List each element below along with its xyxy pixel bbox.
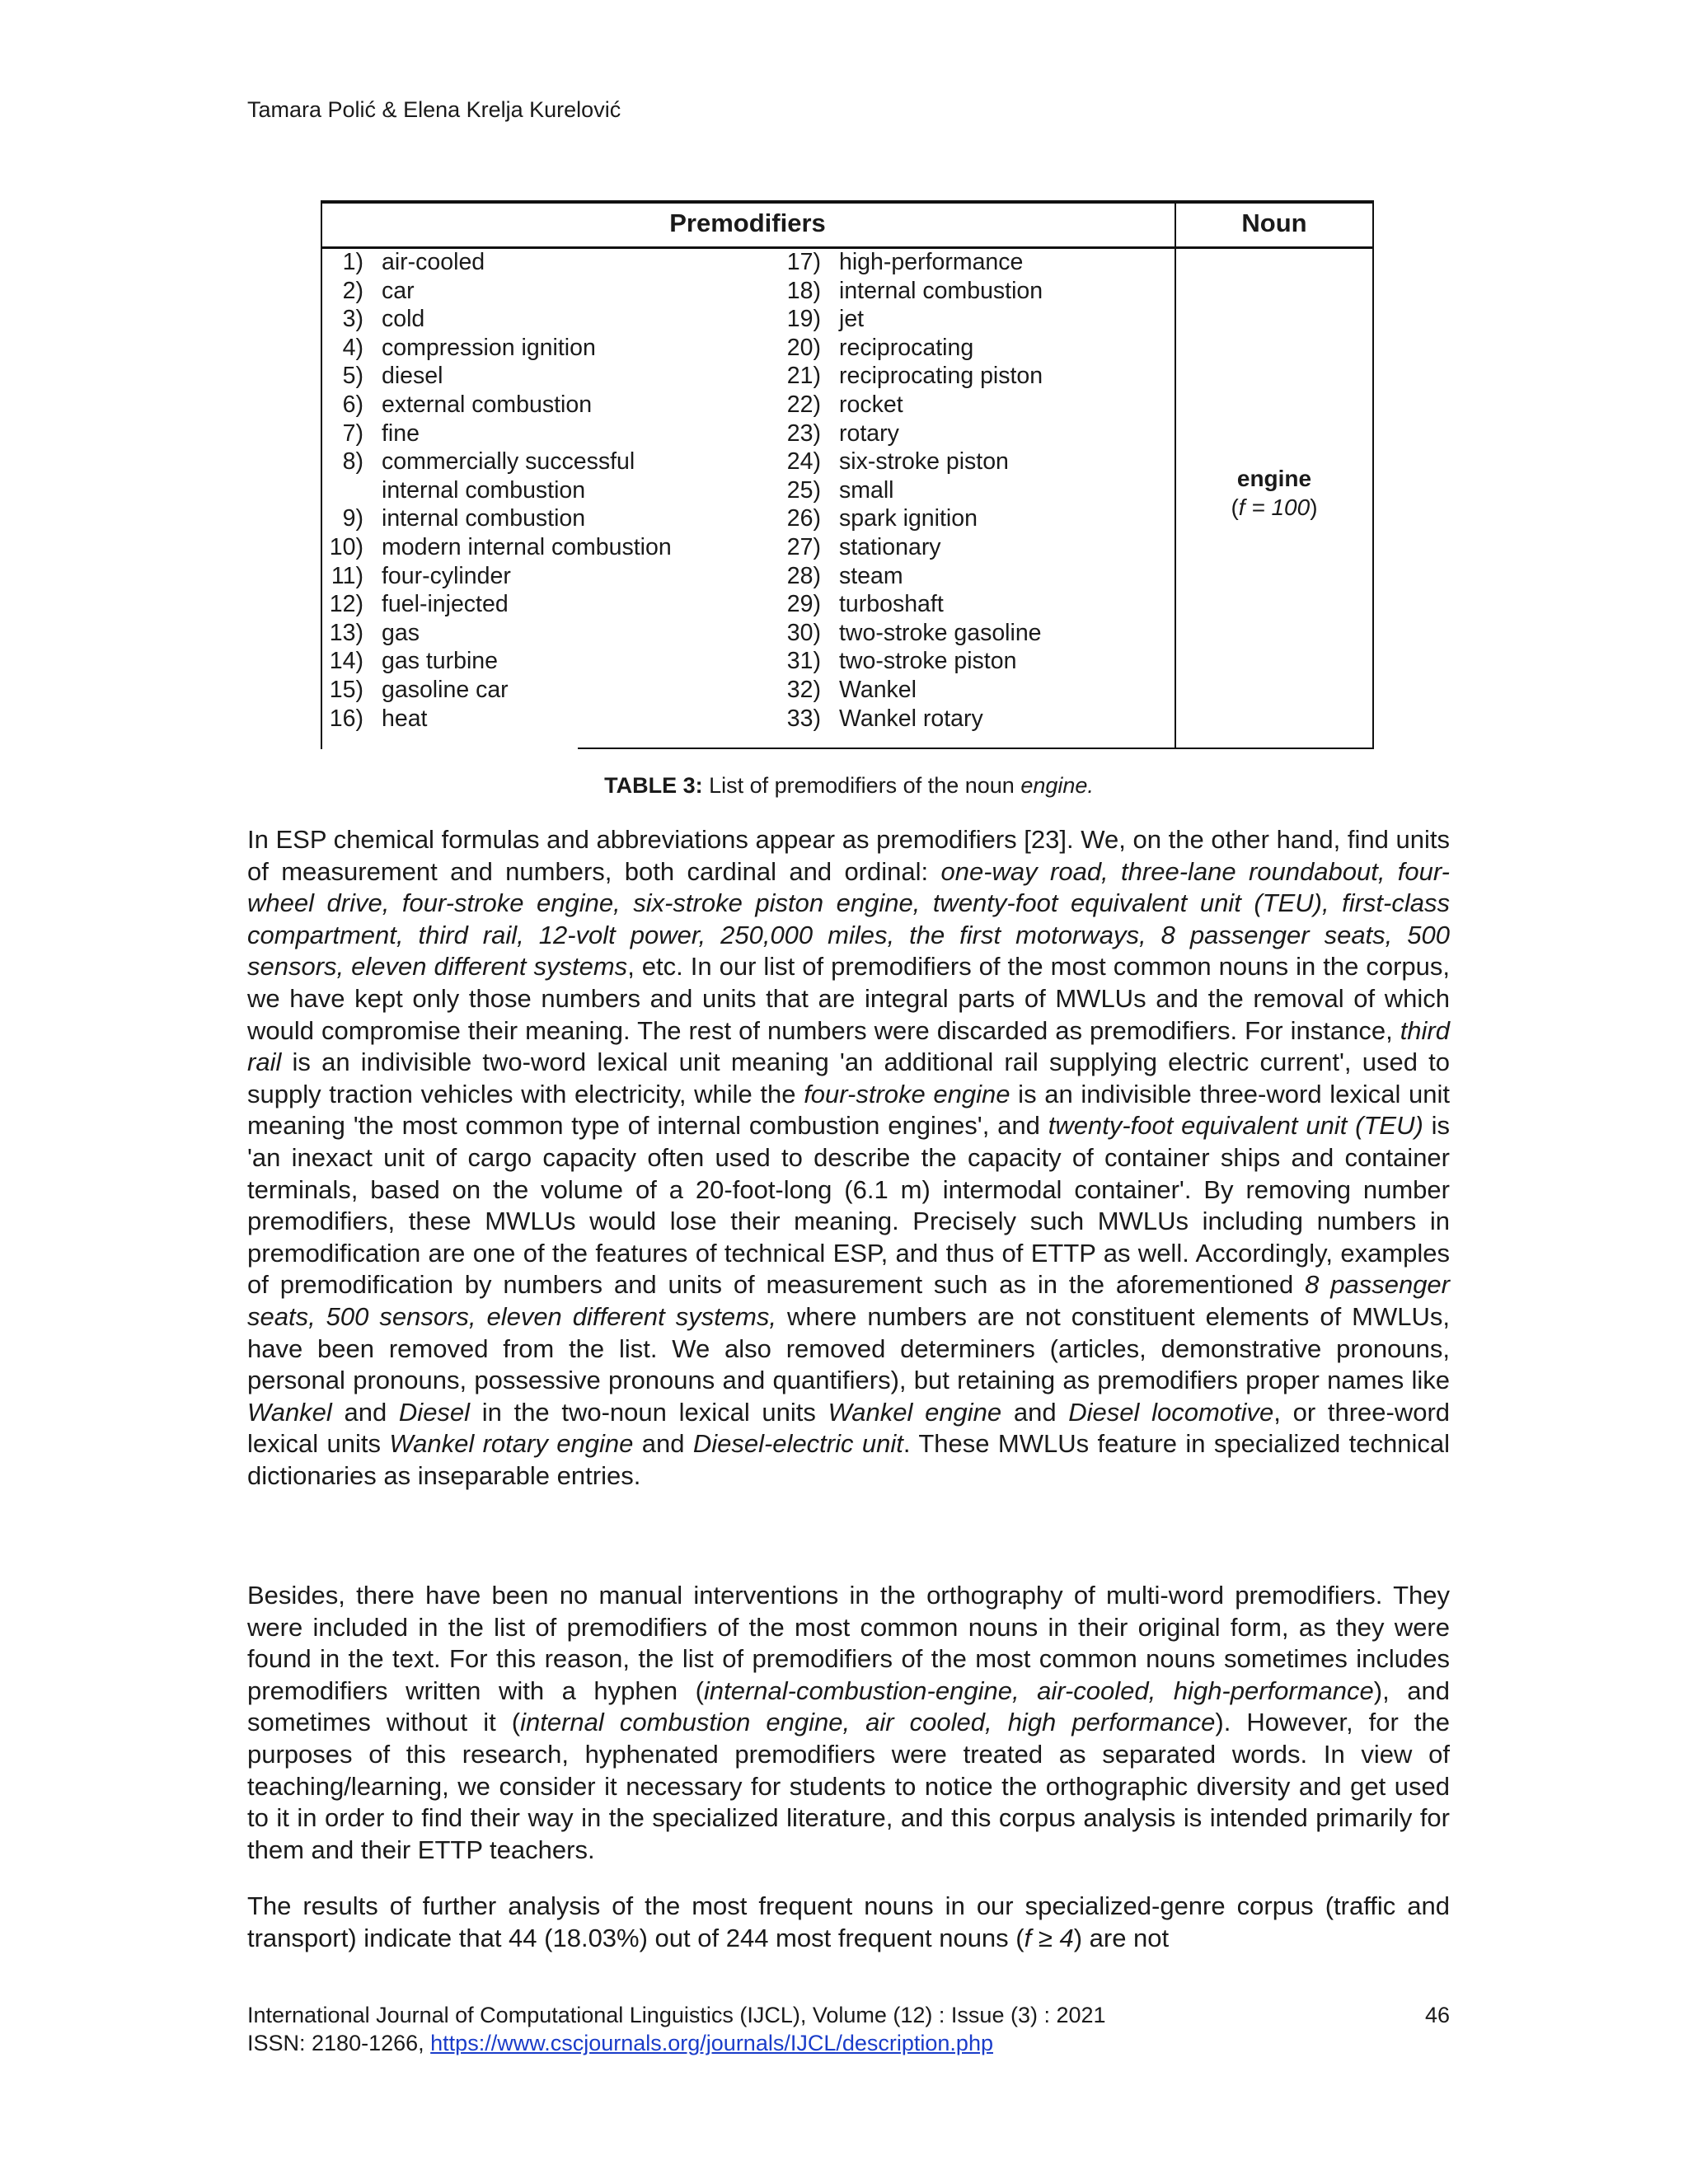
italic-run: internal combustion engine, air cooled, high performance [520,1708,1216,1737]
item-number: 13) [329,619,363,646]
item-number: 29) [786,591,821,618]
premodifier-item [321,705,749,733]
premodifier-item [321,248,749,277]
item-text: Wankel [839,676,917,703]
caption-noun: engine. [1020,773,1094,798]
item-number: 22) [786,391,821,418]
premodifier-item [778,448,1174,476]
item-text: reciprocating [839,334,974,361]
item-number: 21) [786,363,821,390]
italic-run: Wankel rotary engine [389,1429,634,1459]
italic-run: Wankel [247,1397,332,1427]
item-text: stationary [839,533,941,560]
premodifier-item [321,362,749,391]
item-text: two-stroke gasoline [839,619,1042,646]
premodifier-item [778,334,1174,363]
text-run: , or three-word lexical units [247,1397,1451,1459]
premodifier-item [778,619,1174,648]
item-text: Wankel rotary [839,705,983,732]
italic-run: twenty-foot equivalent unit (TEU) [1048,1111,1423,1141]
text-run: in the two-noun lexical units [470,1397,828,1427]
text-run: The results of further analysis of the most frequent nouns in our specialized-genre corpus (traffic and transport) indicate that 44 (18.03%) out of 244 most frequent nouns ( [247,1891,1450,1952]
premodifier-item [778,533,1174,562]
premodifier-item [321,391,749,419]
item-number: 6) [342,391,363,418]
premodifier-item [778,391,1174,419]
table-caption [247,773,1451,799]
item-text: diesel [382,363,443,390]
paragraph-3 [247,1891,1450,1954]
premodifier-item [778,676,1174,705]
premodifier-item [778,277,1174,306]
footer-issn: ISSN: 2180-1266, [247,2031,431,2055]
paragraph-1 [247,824,1450,1492]
item-number: 8) [342,448,363,476]
item-number: 28) [786,562,821,589]
text-run: where numbers are not constituent elements of MWLUs, have been removed from the list. We also removed determiners (articles, demonstrative pronouns, personal pronouns, possessive pronouns and quantifiers), but retaining as premodifiers proper names like [247,1301,1450,1395]
premodifiers-table [321,200,1374,751]
premodifier-item [321,419,749,448]
item-number: 12) [329,591,363,618]
italic-run: Diesel [398,1397,471,1427]
item-number: 11) [331,562,363,589]
item-text: six-stroke piston [839,448,1009,476]
item-text: fuel-injected [382,591,509,618]
text-run: is 'an inexact unit of cargo capacity often used to describe the capacity of container ships and container terminals, based on the volume of a 20-foot-long (6.1 m) intermodal container'. By removing number premodifiers, these MWLUs would lose their meaning. Precisely such MWLUs including numbers in premodification are one of the features of technical ESP, and thus of ETTP as well. Accordingly, examples of premodification by numbers and units of measurement such as in the aforementioned [247,1111,1450,1300]
item-number: 7) [342,419,363,447]
item-number: 27) [786,533,821,560]
italic-run: Diesel-electric unit [692,1429,903,1459]
item-text: rocket [839,391,903,418]
item-number: 1) [342,249,363,275]
item-number: 9) [342,505,363,532]
item-text: internal combustion [839,277,1043,304]
item-text: jet [839,306,865,333]
item-number: 20) [786,334,821,361]
italic-run: one-way road, three-lane roundabout, four-wheel drive, four-stroke engine, six-stroke piston engine, twenty-foot equivalent unit (TEU), first-class compartment, third rail, 12-volt power, 250,000 miles, the first motorways, 8 passenger seats, 500 sensors, eleven different systems [247,856,1450,982]
premodifier-item [321,504,749,533]
text-run: ). However, for the purposes of this research, hyphenated premodifiers were treated as separated words. In view of teaching/learning, we consider it necessary for students to notice the orthographic diversity and get used to it in order to find their way in the specialized literature, and this corpus analysis is intended primarily for them and their ETTP teachers. [247,1708,1450,1864]
item-number: 17) [786,249,821,275]
premodifier-list-right [778,248,1174,733]
premodifier-item [321,590,749,619]
item-number: 24) [786,448,821,476]
text-run: and [1001,1397,1069,1427]
premodifier-item [321,676,749,705]
footer-issn-line [247,2029,1450,2057]
item-text: air-cooled [382,249,485,275]
premodifier-list-left [321,248,749,733]
premodifier-item [321,533,749,562]
item-number: 25) [786,476,821,504]
noun-cell [1176,464,1372,522]
italic-run: f ≥ 4 [1024,1923,1074,1952]
text-run: ) are not [1073,1923,1170,1952]
italic-run: Wankel engine [828,1397,1002,1427]
text-run: , etc. In our list of premodifiers of the most common nouns in the corpus, we have kept only those numbers and units that are integral parts of MWLUs and the removal of which would compromise their meaning. The rest of numbers were discarded as premodifiers. For instance, [247,952,1450,1045]
journal-link[interactable]: https://www.cscjournals.org/journals/IJCL/description.php [430,2031,993,2055]
item-text: high-performance [839,249,1024,275]
item-number: 23) [786,419,821,447]
item-number: 33) [786,705,821,732]
item-number: 32) [786,676,821,703]
item-number: 19) [786,306,821,333]
premodifier-item [778,476,1174,505]
item-number: 3) [342,306,363,333]
item-text: four-cylinder [382,562,511,589]
item-number: 31) [786,648,821,675]
header-premodifiers: Premodifiers [669,209,826,237]
premodifier-item [778,419,1174,448]
premodifier-item [778,362,1174,391]
item-text: car [382,277,415,304]
italic-run: four-stroke engine [804,1079,1010,1108]
item-number: 15) [329,676,363,703]
caption-text: List of premodifiers of the noun [702,773,1021,798]
italic-run: Diesel locomotive [1068,1397,1274,1427]
item-number: 16) [329,705,363,732]
premodifier-item [778,705,1174,733]
text-run: ), and sometimes without it ( [247,1675,1450,1737]
text-run: . These MWLUs feature in specialized technical dictionaries as inseparable entries. [247,1429,1450,1490]
item-number: 18) [786,277,821,304]
header-noun: Noun [1241,209,1307,237]
item-text: gasoline car [382,676,509,703]
text-run: and [633,1429,693,1459]
premodifier-item [778,504,1174,533]
item-number: 10) [329,533,363,560]
premodifier-item [321,619,749,648]
item-text: rotary [839,419,899,447]
item-text: gas turbine [382,648,499,675]
item-text: two-stroke piston [839,648,1017,675]
premodifier-item [321,476,749,505]
premodifier-item [778,305,1174,334]
item-number: 14) [329,648,363,675]
page-footer [247,2001,1450,2057]
premodifier-item [778,590,1174,619]
noun-word: engine [1236,466,1312,491]
item-text: gas [382,619,420,646]
table-bottom-rule [578,748,1374,749]
premodifier-item [321,334,749,363]
text-run: Besides, there have been no manual interventions in the orthography of multi-word premodifiers. They were included in the list of premodifiers of the most common nouns in their original form, as they were found in the text. For this reason, the list of premodifiers of the most common nouns sometimes includes premodifiers written with a hyphen ( [247,1581,1450,1705]
item-text: fine [382,419,420,447]
caption-label: TABLE 3: [604,773,703,798]
text-run: is an indivisible three-word lexical unit meaning 'the most common type of internal combustion engines', and [247,1079,1450,1141]
premodifier-item [778,647,1174,676]
item-number: 30) [786,619,821,646]
premodifier-item [321,562,749,591]
item-text: small [839,476,894,504]
item-text: external combustion [382,391,593,418]
item-text: commercially successful [382,448,635,476]
premodifier-item [778,248,1174,277]
text-run: In ESP chemical formulas and abbreviations appear as premodifiers [23]. We, on the other hand, find units of measurement and numbers, both cardinal and ordinal: [247,825,1450,886]
item-text: internal combustion [382,476,586,504]
item-number: 4) [342,334,363,361]
premodifier-item [321,277,749,306]
item-text: internal combustion [382,505,586,532]
premodifier-item [321,305,749,334]
italic-run: third rail [247,1015,1450,1077]
premodifier-item [321,647,749,676]
text-run: and [331,1397,399,1427]
text-run: is an indivisible two-word lexical unit meaning 'an additional rail supplying electric current', used to supply traction vehicles with electricity, while the [247,1047,1450,1108]
item-text: steam [839,562,903,589]
item-text: turboshaft [839,591,944,618]
page-number: 46 [1424,2003,1450,2027]
running-header: Tamara Polić & Elena Krelja Kurelović [247,97,621,122]
item-text: reciprocating piston [839,363,1043,390]
italic-run: internal-combustion-engine, air-cooled, high-performance [704,1675,1374,1705]
premodifier-item [321,448,749,476]
item-text: heat [382,705,428,732]
noun-frequency: (f = 100) [1231,494,1318,520]
premodifier-item [778,562,1174,591]
item-number: 26) [786,505,821,532]
item-text: modern internal combustion [382,533,672,560]
italic-run: 8 passenger seats, 500 sensors, eleven different systems, [247,1270,1450,1331]
item-text: compression ignition [382,334,596,361]
table-top-rule [321,200,1374,204]
item-number: 5) [342,363,363,390]
table-right-border [1372,200,1374,749]
paragraph-2 [247,1580,1450,1866]
item-text: spark ignition [839,505,978,532]
footer-journal: International Journal of Computational Linguistics (IJCL), Volume (12) : Issue (3) : 2021 [247,2003,1106,2027]
item-text: cold [382,306,425,333]
item-number: 2) [342,277,363,304]
